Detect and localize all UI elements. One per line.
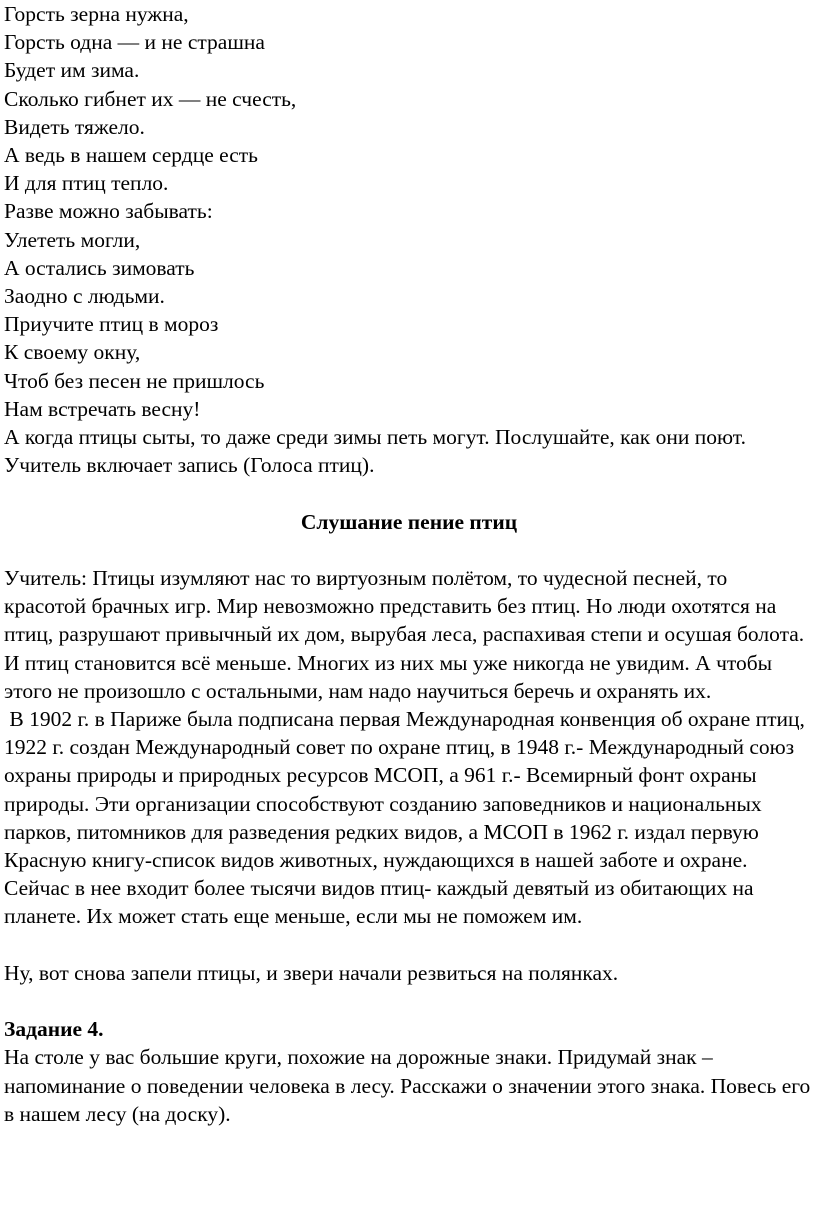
poem-line: Приучите птиц в мороз <box>4 312 219 337</box>
poem-line: А ведь в нашем сердце есть <box>4 143 258 168</box>
task-text: На столе у вас большие круги, похожие на дорожные знаки. Придумай знак – напоминание о поведении человека в лесу. Расскажи о значении этого знака. Повесь его в нашем лесу (на доску). <box>4 1045 811 1126</box>
poem-line: Чтоб без песен не пришлось <box>4 368 265 393</box>
poem-line: Будет им зима. <box>4 58 140 83</box>
teacher-paragraph: Учитель: Птицы изумляют нас то виртуозным полётом, то чудесной песней, то красотой брачных игр. Мир невозможно представить без птиц. Но люди охотятся на птиц, разрушают привычный их дом, вырубая леса, распахивая степи и осушая болота. И птиц становится всё меньше. Многих из них мы уже никогда не увидим. А чтобы этого не произошло с остальными, нам надо научиться беречь и охранять их. <box>4 566 805 703</box>
poem-line: Видеть тяжело. <box>4 114 145 139</box>
after-poem-paragraph: А когда птицы сыты, то даже среди зимы петь могут. Послушайте, как они поют. Учитель включает запись (Голоса птиц). <box>4 425 746 478</box>
poem <box>4 0 814 423</box>
birds-again-paragraph: Ну, вот снова запели птицы, и звери начали резвиться на полянках. <box>4 960 619 985</box>
poem-line: А остались зимовать <box>4 255 195 280</box>
poem-line: К своему окну, <box>4 340 141 365</box>
poem-line: Горсть зерна нужна, <box>4 2 189 26</box>
history-paragraph: В 1902 г. в Париже была подписана первая Международная конвенция об охране птиц, 1922 г. создан Международный совет по охране птиц, в 1948 г.- Международный союз охраны природы и природных ресурсов МСОП, а 961 г.- Всемирный фонт охраны природы. Эти организации способствуют созданию заповедников и национальных парков, питомников для разведения редких видов, а МСОП в 1962 г. издал первую Красную книгу-список видов животных, нуждающихся в нашей заботе и охране. Сейчас в нее входит более тысячи видов птиц- каждый девятый из обитающих на планете. Их может стать еще меньше, если мы не поможем им. <box>4 707 811 929</box>
poem-line: Сколько гибнет их — не счесть, <box>4 86 297 111</box>
poem-line: Заодно с людьми. <box>4 284 165 309</box>
poem-line: Разве можно забывать: <box>4 199 213 224</box>
poem-line: Горсть одна — и не страшна <box>4 30 265 55</box>
spacer <box>4 987 814 1015</box>
spacer <box>4 931 814 959</box>
document-page <box>4 0 814 1128</box>
section-heading: Слушание пение птиц <box>300 509 518 534</box>
poem-line: И для птиц тепло. <box>4 171 169 196</box>
poem-line: Улететь могли, <box>4 227 141 252</box>
poem-line: Нам встречать весну! <box>4 396 201 421</box>
spacer <box>4 536 814 564</box>
task-title: Задание 4. <box>4 1017 104 1042</box>
spacer <box>4 479 814 507</box>
